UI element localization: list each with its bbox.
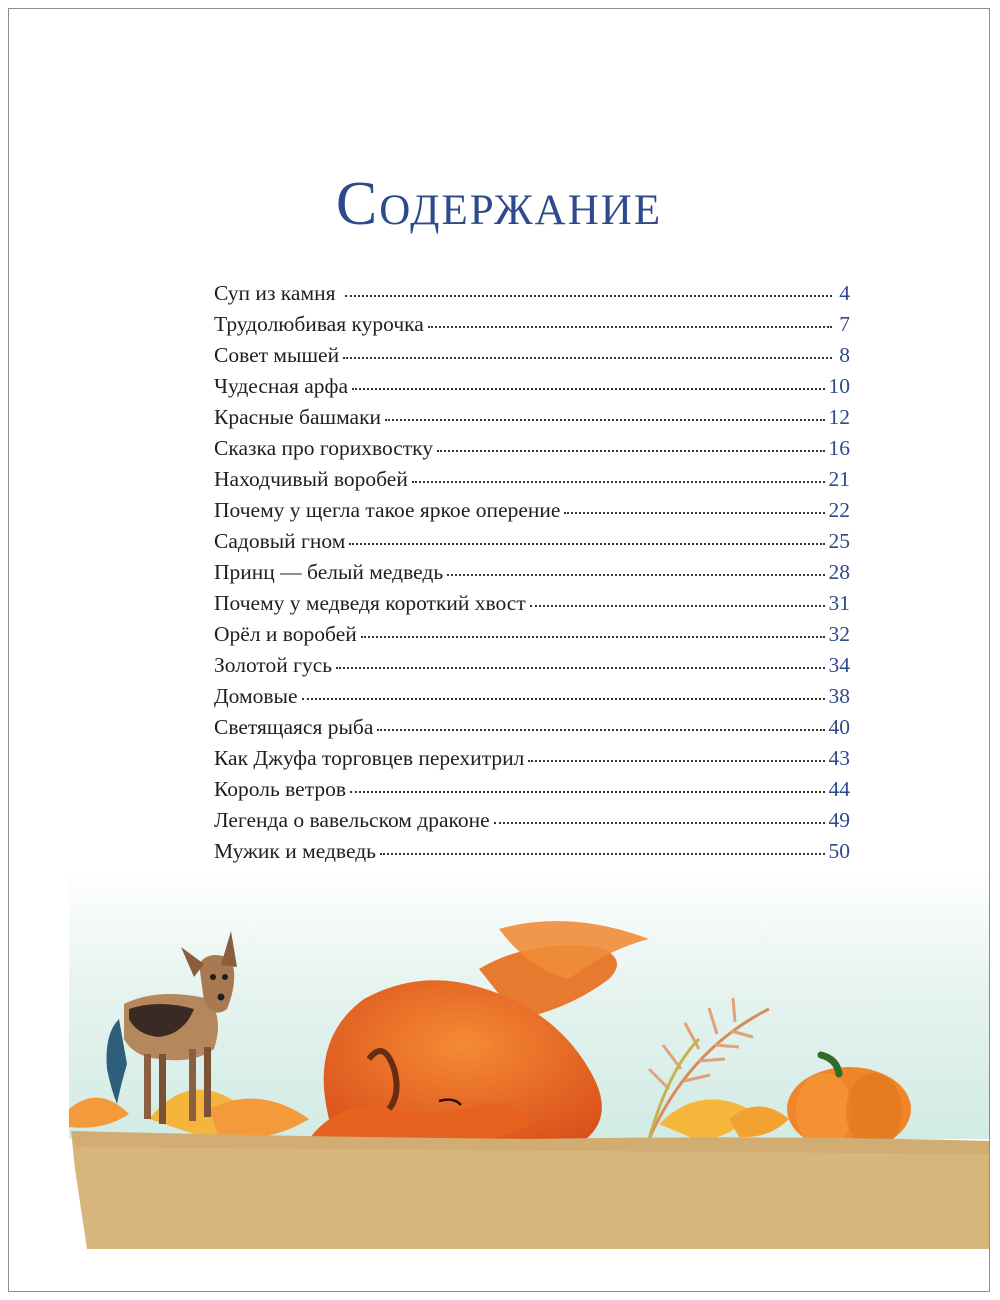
toc-entry-title: Суп из камня [214, 281, 341, 305]
dot-leader [349, 542, 824, 545]
dot-leader [361, 635, 825, 638]
toc-entry-page-number: 10 [828, 374, 850, 398]
dot-leader [343, 356, 832, 359]
toc-entry[interactable] [214, 839, 850, 870]
toc-entry-title: Почему у медведя короткий хвост [214, 591, 526, 615]
toc-entry[interactable] [214, 622, 850, 653]
dot-leader [412, 480, 825, 483]
toc-entry-page-number: 32 [828, 622, 850, 646]
toc-entry-title: Почему у щегла такое яркое оперение [214, 498, 561, 522]
toc-entry-title: Как Джуфа торговцев перехитрил [214, 746, 525, 770]
toc-entry-title: Принц — белый медведь [214, 560, 444, 584]
toc-entry[interactable] [214, 312, 850, 343]
toc-entry-title: Король ветров [214, 777, 347, 801]
dot-leader [528, 759, 824, 762]
toc-entry-title: Сказка про горихвостку [214, 436, 434, 460]
toc-entry-page-number: 44 [828, 777, 850, 801]
toc-entry[interactable] [214, 746, 850, 777]
toc-entry-title: Мужик и медведь [214, 839, 376, 863]
toc-entry-title: Трудолюбивая курочка [214, 312, 424, 336]
dot-leader [428, 325, 832, 328]
illustration [9, 869, 990, 1249]
toc-entry-title: Находчивый воробей [214, 467, 408, 491]
toc-entry-page-number: 40 [828, 715, 850, 739]
dot-leader [530, 604, 825, 607]
dot-leader [302, 697, 825, 700]
toc-entry-page-number: 22 [828, 498, 850, 522]
dot-leader [447, 573, 824, 576]
toc-entry[interactable] [214, 436, 850, 467]
toc-entry-page-number: 28 [828, 560, 850, 584]
toc-entry[interactable] [214, 560, 850, 591]
dot-leader [385, 418, 824, 421]
toc-entry-page-number: 16 [828, 436, 850, 460]
toc-entry[interactable] [214, 281, 850, 312]
toc-entry-page-number: 49 [828, 808, 850, 832]
toc-entry-title: Золотой гусь [214, 653, 333, 677]
dot-leader [380, 852, 825, 855]
toc-entry-title: Совет мышей [214, 343, 340, 367]
dot-leader [336, 666, 824, 669]
toc-entry-title: Домовые [214, 684, 298, 708]
toc-entry-title: Садовый гном [214, 529, 346, 553]
toc-entry[interactable] [214, 467, 850, 498]
toc-entry-page-number: 12 [828, 405, 850, 429]
dot-leader [350, 790, 824, 793]
dot-leader [494, 821, 825, 824]
toc-entry-title: Орёл и воробей [214, 622, 357, 646]
toc-entry[interactable] [214, 777, 850, 808]
table-of-contents [214, 281, 850, 901]
toc-entry-page-number: 38 [828, 684, 850, 708]
toc-entry-page-number: 43 [828, 746, 850, 770]
toc-entry-page-number: 4 [839, 281, 850, 305]
toc-entry-page-number: 7 [839, 312, 850, 336]
dot-leader [564, 511, 824, 514]
dot-leader [345, 294, 832, 297]
toc-entry[interactable] [214, 653, 850, 684]
toc-entry[interactable] [214, 343, 850, 374]
book-page [8, 8, 990, 1292]
page-title: Содержание [335, 170, 663, 238]
toc-entry[interactable] [214, 715, 850, 746]
toc-entry-page-number: 8 [839, 343, 850, 367]
toc-entry-page-number: 25 [828, 529, 850, 553]
toc-entry-title: Легенда о вавельском драконе [214, 808, 490, 832]
toc-entry-page-number: 50 [828, 839, 850, 863]
toc-entry[interactable] [214, 529, 850, 560]
toc-entry[interactable] [214, 374, 850, 405]
dot-leader [437, 449, 824, 452]
toc-entry-title: Светящаяся рыба [214, 715, 374, 739]
toc-entry[interactable] [214, 405, 850, 436]
toc-entry[interactable] [214, 808, 850, 839]
toc-entry-title: Чудесная арфа [214, 374, 349, 398]
toc-entry-page-number: 34 [828, 653, 850, 677]
toc-entry-title: Красные башмаки [214, 405, 382, 429]
dot-leader [377, 728, 824, 731]
toc-entry[interactable] [214, 498, 850, 529]
toc-entry[interactable] [214, 591, 850, 622]
toc-entry-page-number: 21 [828, 467, 850, 491]
toc-entry[interactable] [214, 684, 850, 715]
dot-leader [352, 387, 824, 390]
toc-entry-page-number: 31 [828, 591, 850, 615]
